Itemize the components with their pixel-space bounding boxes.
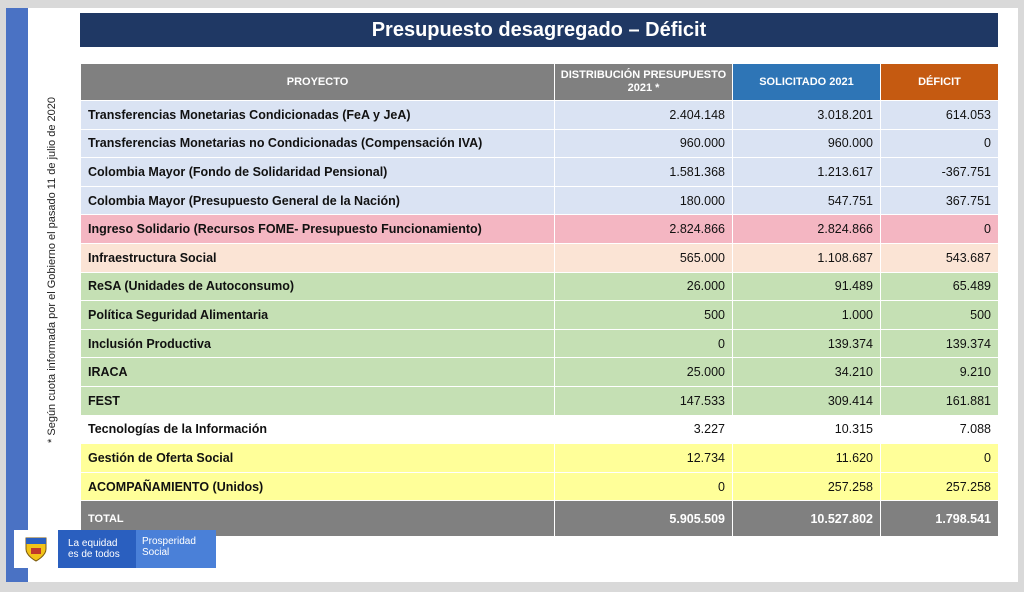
solicitado-cell: 91.489 [733,272,881,301]
logo-sub-text: Prosperidad Social [136,530,216,568]
total-distribucion: 5.905.509 [555,501,733,537]
project-name-cell: Infraestructura Social [81,243,555,272]
deficit-cell: 257.258 [881,472,999,501]
deficit-cell: 9.210 [881,358,999,387]
table-row [81,358,999,387]
distribucion-cell: 147.533 [555,386,733,415]
solicitado-cell: 1.213.617 [733,158,881,187]
table-row [81,329,999,358]
deficit-cell: 543.687 [881,243,999,272]
distribucion-cell: 180.000 [555,186,733,215]
solicitado-cell: 2.824.866 [733,215,881,244]
project-name-cell: ReSA (Unidades de Autoconsumo) [81,272,555,301]
project-name-cell: IRACA [81,358,555,387]
distribucion-cell: 26.000 [555,272,733,301]
side-footnote: * Según cuota informada por el Gobierno el pasado 11 de julio de 2020 [46,97,58,443]
distribucion-cell: 3.227 [555,415,733,444]
distribucion-cell: 2.404.148 [555,101,733,130]
total-solicitado: 10.527.802 [733,501,881,537]
colombia-shield-icon [14,530,58,568]
solicitado-cell: 1.000 [733,301,881,330]
solicitado-cell: 11.620 [733,444,881,473]
project-name-cell: FEST [81,386,555,415]
deficit-cell: -367.751 [881,158,999,187]
logo-main-text: La equidad es de todos [58,530,136,568]
project-name-cell: Transferencias Monetarias no Condicionadas (Compensación IVA) [81,129,555,158]
table-row [81,101,999,130]
deficit-cell: 7.088 [881,415,999,444]
header-solicitado: SOLICITADO 2021 [733,64,881,101]
table-row [81,272,999,301]
header-distribucion: DISTRIBUCIÓN PRESUPUESTO 2021 * [555,64,733,101]
project-name-cell: Ingreso Solidario (Recursos FOME- Presupuesto Funcionamiento) [81,215,555,244]
total-row [81,501,999,537]
table-row [81,444,999,473]
project-name-cell: Colombia Mayor (Fondo de Solidaridad Pensional) [81,158,555,187]
distribucion-cell: 12.734 [555,444,733,473]
table-row [81,158,999,187]
table-row [81,301,999,330]
table-row [81,415,999,444]
table-row [81,186,999,215]
distribucion-cell: 565.000 [555,243,733,272]
footer-logo [14,530,216,568]
table-header-row [81,64,999,101]
distribucion-cell: 2.824.866 [555,215,733,244]
distribucion-cell: 1.581.368 [555,158,733,187]
distribucion-cell: 960.000 [555,129,733,158]
table-row [81,215,999,244]
solicitado-cell: 257.258 [733,472,881,501]
solicitado-cell: 547.751 [733,186,881,215]
deficit-cell: 0 [881,444,999,473]
deficit-cell: 614.053 [881,101,999,130]
side-accent-bar [6,8,28,582]
solicitado-cell: 139.374 [733,329,881,358]
table-row [81,129,999,158]
deficit-cell: 139.374 [881,329,999,358]
project-name-cell: Tecnologías de la Información [81,415,555,444]
solicitado-cell: 309.414 [733,386,881,415]
total-deficit: 1.798.541 [881,501,999,537]
page-title: Presupuesto desagregado – Déficit [80,13,998,47]
solicitado-cell: 10.315 [733,415,881,444]
distribucion-cell: 500 [555,301,733,330]
header-deficit: DÉFICIT [881,64,999,101]
table-row [81,243,999,272]
solicitado-cell: 1.108.687 [733,243,881,272]
deficit-cell: 367.751 [881,186,999,215]
deficit-cell: 0 [881,215,999,244]
deficit-cell: 161.881 [881,386,999,415]
deficit-cell: 65.489 [881,272,999,301]
deficit-cell: 500 [881,301,999,330]
project-name-cell: Inclusión Productiva [81,329,555,358]
solicitado-cell: 3.018.201 [733,101,881,130]
solicitado-cell: 34.210 [733,358,881,387]
deficit-cell: 0 [881,129,999,158]
project-name-cell: Gestión de Oferta Social [81,444,555,473]
distribucion-cell: 25.000 [555,358,733,387]
project-name-cell: Colombia Mayor (Presupuesto General de la Nación) [81,186,555,215]
solicitado-cell: 960.000 [733,129,881,158]
budget-table [80,63,999,537]
total-label: TOTAL [81,501,555,537]
table-row [81,472,999,501]
project-name-cell: Transferencias Monetarias Condicionadas (FeA y JeA) [81,101,555,130]
distribucion-cell: 0 [555,472,733,501]
distribucion-cell: 0 [555,329,733,358]
project-name-cell: Política Seguridad Alimentaria [81,301,555,330]
table-row [81,386,999,415]
header-proyecto: PROYECTO [81,64,555,101]
project-name-cell: ACOMPAÑAMIENTO (Unidos) [81,472,555,501]
